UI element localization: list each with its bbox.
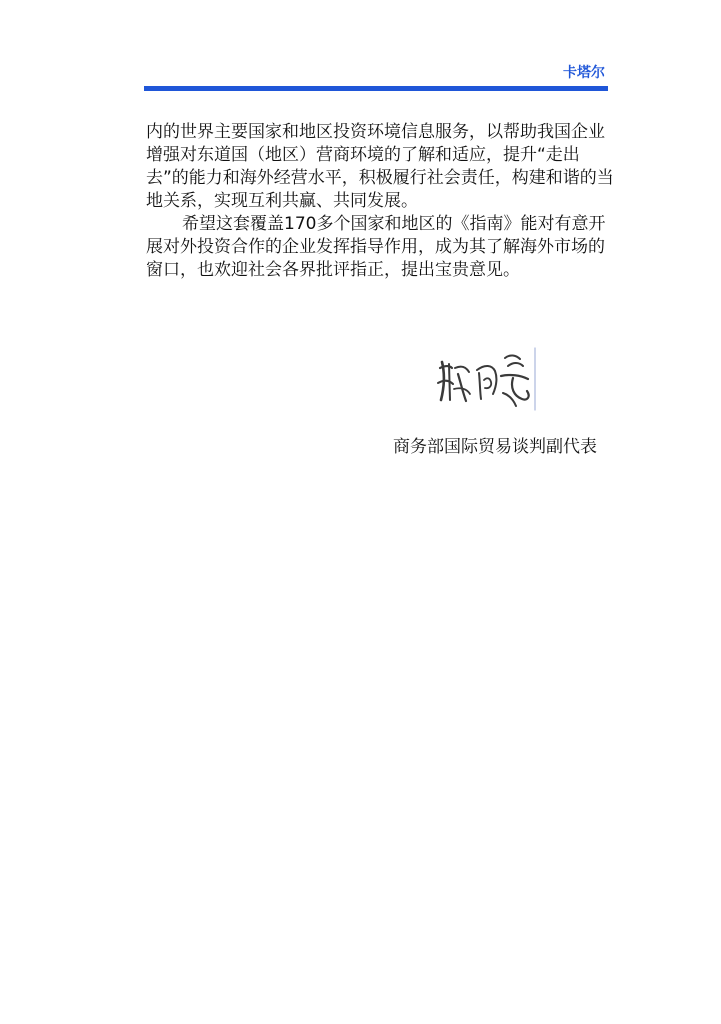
- body-text: [146, 121, 618, 282]
- header-divider: [144, 86, 608, 91]
- paragraph-2: 希望这套覆盖170多个国家和地区的《指南》能对有意开展对外投资合作的企业发挥指导作用，成为其了解海外市场的窗口，也欢迎社会各界批评指正，提出宝贵意见。: [146, 214, 606, 280]
- handwritten-signature: [432, 344, 540, 414]
- paragraph-1: 内的世界主要国家和地区投资环境信息服务，以帮助我国企业增强对东道国（地区）营商环境的了解和适应，提升“走出去”的能力和海外经营水平，积极履行社会责任，构建和谐的当地关系，实现互利共赢、共同发展。: [146, 122, 614, 211]
- header-country-label: 卡塔尔: [563, 65, 605, 81]
- signer-title: 商务部国际贸易谈判副代表: [393, 437, 597, 457]
